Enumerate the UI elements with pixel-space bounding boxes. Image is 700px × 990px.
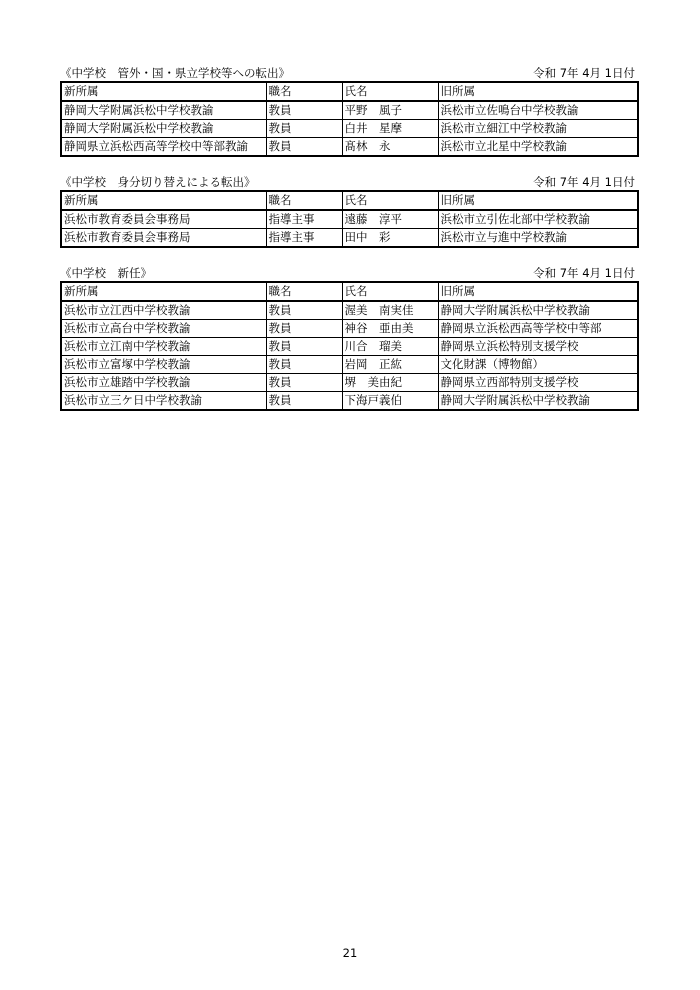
roster-table [60, 190, 639, 248]
cell-new-affiliation: 浜松市立三ケ日中学校教諭 [61, 392, 266, 411]
column-header-old-affiliation: 旧所属 [438, 282, 638, 301]
column-header-new-affiliation: 新所属 [61, 282, 266, 301]
column-header-old-affiliation: 旧所属 [438, 82, 638, 101]
cell-old-affiliation: 静岡県立浜松特別支援学校 [438, 338, 638, 356]
cell-position: 教員 [266, 356, 342, 374]
cell-new-affiliation: 浜松市立江南中学校教諭 [61, 338, 266, 356]
cell-old-affiliation: 文化財課（博物館） [438, 356, 638, 374]
table-row [61, 392, 638, 411]
section-date: 令和 7年 4月 1日付 [533, 266, 635, 280]
cell-new-affiliation: 静岡県立浜松西高等学校中等部教諭 [61, 138, 266, 157]
cell-position: 教員 [266, 374, 342, 392]
table-row [61, 229, 638, 248]
column-header-new-affiliation: 新所属 [61, 82, 266, 101]
column-header-position: 職名 [266, 282, 342, 301]
page-number: 21 [342, 946, 358, 960]
cell-name: 田中 彩 [342, 229, 438, 248]
section-date: 令和 7年 4月 1日付 [533, 175, 635, 189]
column-header-new-affiliation: 新所属 [61, 191, 266, 210]
section-title: 《中学校 新任》 [60, 266, 152, 280]
table-row [61, 374, 638, 392]
roster-table [60, 281, 639, 411]
table-header-row [61, 282, 638, 301]
table-row [61, 210, 638, 229]
cell-new-affiliation: 静岡大学附属浜松中学校教諭 [61, 120, 266, 138]
cell-new-affiliation: 浜松市立雄踏中学校教諭 [61, 374, 266, 392]
cell-new-affiliation: 浜松市立高台中学校教諭 [61, 320, 266, 338]
table-row [61, 301, 638, 320]
table-row [61, 338, 638, 356]
cell-new-affiliation: 浜松市立江西中学校教諭 [61, 301, 266, 320]
cell-name: 髙林 永 [342, 138, 438, 157]
column-header-name: 氏名 [342, 282, 438, 301]
table-row [61, 356, 638, 374]
roster-table [60, 81, 639, 157]
cell-old-affiliation: 静岡県立西部特別支援学校 [438, 374, 638, 392]
table-row [61, 101, 638, 120]
cell-old-affiliation: 静岡大学附属浜松中学校教諭 [438, 301, 638, 320]
cell-new-affiliation: 浜松市教育委員会事務局 [61, 229, 266, 248]
cell-name: 白井 星摩 [342, 120, 438, 138]
cell-position: 指導主事 [266, 210, 342, 229]
cell-name: 堺 美由紀 [342, 374, 438, 392]
section-title: 《中学校 管外・国・県立学校等への転出》 [60, 66, 290, 80]
cell-name: 遠藤 淳平 [342, 210, 438, 229]
cell-old-affiliation: 静岡大学附属浜松中学校教諭 [438, 392, 638, 411]
section-transfer-out [60, 65, 637, 157]
cell-name: 川合 瑠美 [342, 338, 438, 356]
section-header [60, 174, 637, 190]
cell-name: 平野 風子 [342, 101, 438, 120]
cell-old-affiliation: 浜松市立佐鳴台中学校教諭 [438, 101, 638, 120]
section-status-change [60, 174, 637, 248]
cell-new-affiliation: 浜松市立富塚中学校教諭 [61, 356, 266, 374]
table-header-row [61, 191, 638, 210]
cell-name: 岩岡 正紘 [342, 356, 438, 374]
section-header [60, 265, 637, 281]
cell-new-affiliation: 浜松市教育委員会事務局 [61, 210, 266, 229]
cell-old-affiliation: 浜松市立北星中学校教諭 [438, 138, 638, 157]
cell-position: 指導主事 [266, 229, 342, 248]
cell-name: 渥美 南実佳 [342, 301, 438, 320]
cell-position: 教員 [266, 320, 342, 338]
section-new-appointment [60, 265, 637, 411]
cell-new-affiliation: 静岡大学附属浜松中学校教諭 [61, 101, 266, 120]
cell-position: 教員 [266, 101, 342, 120]
cell-old-affiliation: 浜松市立与進中学校教諭 [438, 229, 638, 248]
table-row [61, 120, 638, 138]
column-header-old-affiliation: 旧所属 [438, 191, 638, 210]
cell-name: 神谷 亜由美 [342, 320, 438, 338]
column-header-name: 氏名 [342, 82, 438, 101]
cell-position: 教員 [266, 120, 342, 138]
cell-old-affiliation: 浜松市立細江中学校教諭 [438, 120, 638, 138]
column-header-name: 氏名 [342, 191, 438, 210]
cell-position: 教員 [266, 338, 342, 356]
table-row [61, 138, 638, 157]
column-header-position: 職名 [266, 191, 342, 210]
section-header [60, 65, 637, 81]
table-row [61, 320, 638, 338]
cell-position: 教員 [266, 138, 342, 157]
table-header-row [61, 82, 638, 101]
section-title: 《中学校 身分切り替えによる転出》 [60, 175, 256, 189]
cell-old-affiliation: 静岡県立浜松西高等学校中等部 [438, 320, 638, 338]
cell-old-affiliation: 浜松市立引佐北部中学校教諭 [438, 210, 638, 229]
cell-name: 下海戸義伯 [342, 392, 438, 411]
section-date: 令和 7年 4月 1日付 [533, 66, 635, 80]
cell-position: 教員 [266, 392, 342, 411]
column-header-position: 職名 [266, 82, 342, 101]
cell-position: 教員 [266, 301, 342, 320]
